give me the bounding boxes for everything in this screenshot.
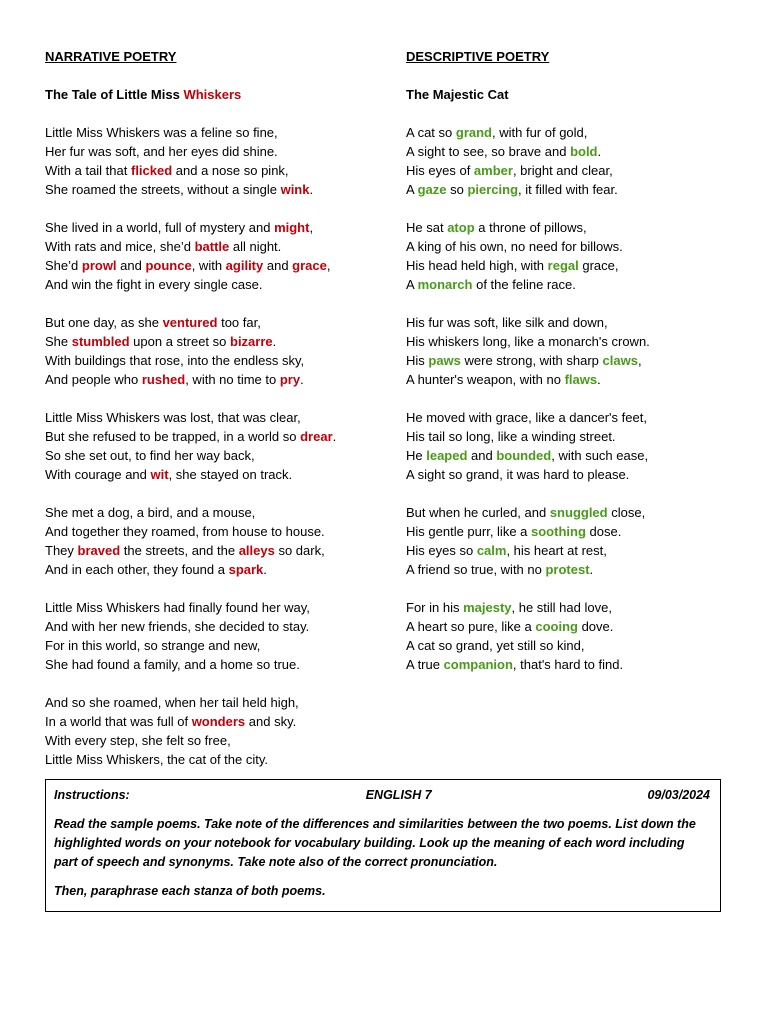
highlighted-word: majesty bbox=[463, 600, 512, 615]
poem-line: With every step, she felt so free, bbox=[45, 733, 231, 748]
narrative-title: The Tale of Little Miss Whiskers bbox=[45, 87, 242, 102]
highlighted-word: alleys bbox=[238, 543, 275, 558]
poem-line: His fur was soft, like silk and down, bbox=[406, 315, 608, 330]
subject-label: ENGLISH 7 bbox=[365, 788, 432, 802]
poem-line: A sight so grand, it was hard to please. bbox=[406, 467, 630, 482]
highlighted-word: drear bbox=[300, 429, 333, 444]
narrative-poem-column bbox=[45, 47, 385, 769]
stanza bbox=[406, 218, 746, 294]
stanza bbox=[406, 408, 746, 484]
highlighted-word: wonders bbox=[191, 714, 246, 729]
poem-line: She lived in a world, full of mystery and might, bbox=[45, 220, 314, 235]
instructions-header bbox=[54, 786, 710, 805]
highlighted-word: paws bbox=[428, 353, 461, 368]
poem-line: A true companion, that's hard to find. bbox=[406, 657, 624, 672]
poem-line: A cat so grand, yet still so kind, bbox=[406, 638, 585, 653]
stanza bbox=[45, 313, 385, 389]
highlighted-word: spark bbox=[228, 562, 264, 577]
poem-line: Little Miss Whiskers was lost, that was clear, bbox=[45, 410, 301, 425]
poem-line: A sight to see, so brave and bold. bbox=[406, 144, 602, 159]
highlighted-word: protest bbox=[545, 562, 590, 577]
highlighted-word: agility bbox=[225, 258, 264, 273]
highlighted-word: snuggled bbox=[549, 505, 608, 520]
poem-line: She had found a family, and a home so true. bbox=[45, 657, 300, 672]
poem-line: But she refused to be trapped, in a world so drear. bbox=[45, 429, 337, 444]
highlighted-word: bold bbox=[570, 144, 598, 159]
instructions-paragraph: Read the sample poems. Take note of the differences and similarities between the two poems. List down the highlighted words on your notebook for vocabulary building. Look up the meaning of each word including part of speech and synonyms. Take note also of the correct pronunciation. bbox=[54, 817, 696, 869]
poem-line: He moved with grace, like a dancer's feet, bbox=[406, 410, 647, 425]
descriptive-heading: DESCRIPTIVE POETRY bbox=[406, 49, 550, 64]
poem-line: Little Miss Whiskers had finally found her way, bbox=[45, 600, 310, 615]
highlighted-word: monarch bbox=[417, 277, 473, 292]
poem-line: With a tail that flicked and a nose so pink, bbox=[45, 163, 289, 178]
highlighted-word: pry bbox=[279, 372, 301, 387]
poem-line: And so she roamed, when her tail held high, bbox=[45, 695, 299, 710]
stanza bbox=[406, 503, 746, 579]
poem-line: A gaze so piercing, it filled with fear. bbox=[406, 182, 618, 197]
highlighted-word: bizarre bbox=[230, 334, 273, 349]
poem-line: A heart so pure, like a cooing dove. bbox=[406, 619, 614, 634]
stanza bbox=[45, 693, 385, 769]
instructions-label: Instructions: bbox=[54, 788, 130, 802]
poem-line: A cat so grand, with fur of gold, bbox=[406, 125, 588, 140]
narrative-heading: NARRATIVE POETRY bbox=[45, 49, 177, 64]
stanza bbox=[45, 218, 385, 294]
poem-line: But one day, as she ventured too far, bbox=[45, 315, 261, 330]
highlighted-word: rushed bbox=[141, 372, 186, 387]
poem-line: Her fur was soft, and her eyes did shine. bbox=[45, 144, 278, 159]
poem-line: A king of his own, no need for billows. bbox=[406, 239, 623, 254]
highlighted-word: leaped bbox=[426, 448, 468, 463]
highlighted-word: soothing bbox=[531, 524, 586, 539]
highlighted-word: cooing bbox=[535, 619, 578, 634]
highlighted-word: grand bbox=[455, 125, 492, 140]
poem-line: He sat atop a throne of pillows, bbox=[406, 220, 587, 235]
poem-line: His tail so long, like a winding street. bbox=[406, 429, 616, 444]
highlighted-word: pounce bbox=[145, 258, 192, 273]
poem-line: For in this world, so strange and new, bbox=[45, 638, 261, 653]
highlighted-word: atop bbox=[447, 220, 475, 235]
poem-line: They braved the streets, and the alleys so dark, bbox=[45, 543, 325, 558]
poem-line: A monarch of the feline race. bbox=[406, 277, 576, 292]
poem-line: In a world that was full of wonders and sky. bbox=[45, 714, 297, 729]
date-label: 09/03/2024 bbox=[647, 788, 710, 802]
stanza bbox=[406, 313, 746, 389]
poem-line: And together they roamed, from house to house. bbox=[45, 524, 325, 539]
poem-line: And people who rushed, with no time to pry. bbox=[45, 372, 304, 387]
highlighted-word: calm bbox=[476, 543, 507, 558]
poem-line: He leaped and bounded, with such ease, bbox=[406, 448, 649, 463]
poem-line: But when he curled, and snuggled close, bbox=[406, 505, 646, 520]
poem-line: His head held high, with regal grace, bbox=[406, 258, 619, 273]
highlighted-word: bounded bbox=[496, 448, 552, 463]
highlighted-word: companion bbox=[443, 657, 513, 672]
highlighted-word: ventured bbox=[162, 315, 218, 330]
highlighted-word: braved bbox=[77, 543, 121, 558]
highlighted-word: regal bbox=[547, 258, 579, 273]
stanza bbox=[406, 123, 746, 199]
stanza bbox=[45, 503, 385, 579]
stanza bbox=[45, 123, 385, 199]
poem-line: His gentle purr, like a soothing dose. bbox=[406, 524, 622, 539]
highlighted-word: Whiskers bbox=[183, 87, 242, 102]
poem-line: So she set out, to find her way back, bbox=[45, 448, 255, 463]
stanza bbox=[406, 598, 746, 674]
stanza bbox=[45, 408, 385, 484]
poem-line: And in each other, they found a spark. bbox=[45, 562, 267, 577]
highlighted-word: wink bbox=[280, 182, 310, 197]
poem-line: She’d prowl and pounce, with agility and grace, bbox=[45, 258, 331, 273]
descriptive-stanzas bbox=[406, 123, 746, 674]
poem-line: A friend so true, with no protest. bbox=[406, 562, 594, 577]
poem-line: She stumbled upon a street so bizarre. bbox=[45, 334, 277, 349]
narrative-stanzas bbox=[45, 123, 385, 769]
highlighted-word: claws bbox=[602, 353, 638, 368]
highlighted-word: might bbox=[274, 220, 310, 235]
instructions-paragraph-2: Then, paraphrase each stanza of both poems. bbox=[54, 884, 326, 898]
instructions-box bbox=[45, 779, 721, 912]
poem-line: Little Miss Whiskers was a feline so fine, bbox=[45, 125, 278, 140]
highlighted-word: prowl bbox=[81, 258, 117, 273]
descriptive-poem-column bbox=[406, 47, 746, 674]
highlighted-word: flicked bbox=[130, 163, 173, 178]
poem-line: And win the fight in every single case. bbox=[45, 277, 263, 292]
poem-line: With rats and mice, she’d battle all night. bbox=[45, 239, 282, 254]
poem-line: With courage and wit, she stayed on track. bbox=[45, 467, 293, 482]
poem-line: His whiskers long, like a monarch's crown. bbox=[406, 334, 650, 349]
poem-line: With buildings that rose, into the endless sky, bbox=[45, 353, 305, 368]
highlighted-word: gaze bbox=[417, 182, 447, 197]
highlighted-word: amber bbox=[473, 163, 513, 178]
poem-line: A hunter's weapon, with no flaws. bbox=[406, 372, 601, 387]
highlighted-word: grace bbox=[292, 258, 327, 273]
poem-line: She met a dog, a bird, and a mouse, bbox=[45, 505, 256, 520]
stanza bbox=[45, 598, 385, 674]
poem-line: His paws were strong, with sharp claws, bbox=[406, 353, 642, 368]
poem-line: And with her new friends, she decided to stay. bbox=[45, 619, 310, 634]
poem-line: His eyes so calm, his heart at rest, bbox=[406, 543, 607, 558]
poem-line: Little Miss Whiskers, the cat of the city. bbox=[45, 752, 268, 767]
poem-line: She roamed the streets, without a single wink. bbox=[45, 182, 314, 197]
highlighted-word: battle bbox=[194, 239, 230, 254]
highlighted-word: flaws bbox=[564, 372, 598, 387]
descriptive-title: The Majestic Cat bbox=[406, 87, 509, 102]
highlighted-word: piercing bbox=[467, 182, 519, 197]
highlighted-word: wit bbox=[150, 467, 169, 482]
poem-line: His eyes of amber, bright and clear, bbox=[406, 163, 613, 178]
highlighted-word: stumbled bbox=[71, 334, 130, 349]
poem-line: For in his majesty, he still had love, bbox=[406, 600, 612, 615]
